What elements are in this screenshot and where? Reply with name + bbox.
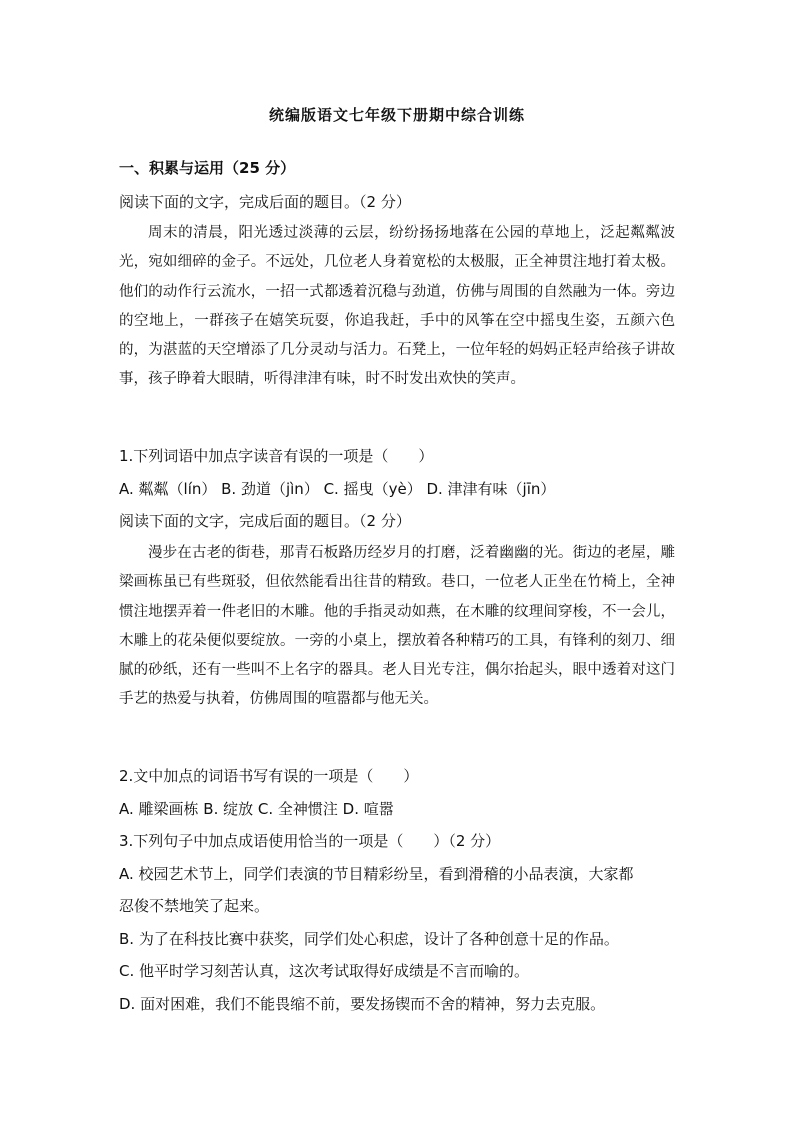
- question-3-option-a-cont: 忍俊不禁地笑了起来。: [119, 897, 270, 915]
- question-3-option-b: B. 为了在科技比赛中获奖，同学们处心积虑，设计了各种创意十足的作品。: [119, 930, 619, 948]
- passage2-intro: 阅读下面的文字，完成后面的题目。（2 分）: [119, 512, 411, 530]
- question-3-option-c: C. 他平时学习刻苦认真，这次考试取得好成绩是不言而喻的。: [119, 962, 530, 980]
- question-1-options: A. 粼粼（lín） B. 劲道（jìn） C. 摇曳（yè） D. 津津有味（jīn）: [119, 480, 556, 498]
- passage2-text: 漫步在古老的街巷，那青石板路历经岁月的打磨，泛着幽幽的光。街边的老屋，雕梁画栋虽已有些斑驳，但依然能看出往昔的精致。巷口，一位老人正坐在竹椅上，全神惯注地摆弄着一件老旧的木雕。他的手指灵动如燕，在木雕的纹理间穿梭，不一会儿，木雕上的花朵便似要绽放。一旁的小桌上，摆放着各种精巧的工具，有锋利的刻刀、细腻的砂纸，还有一些叫不上名字的器具。老人目光专注，偶尔抬起头，眼中透着对这门手艺的热爱与执着，仿佛周围的喧嚣都与他无关。: [119, 545, 675, 708]
- question-2-stem: 2.文中加点的词语书写有误的一项是（ ）: [119, 767, 419, 785]
- question-2-options: A. 雕梁画栋 B. 绽放 C. 全神惯注 D. 喧嚣: [119, 800, 394, 818]
- page-title: 统编版语文七年级下册期中综合训练: [268, 106, 525, 124]
- question-3-option-d: D. 面对困难，我们不能畏缩不前，要发扬锲而不舍的精神，努力去克服。: [119, 995, 606, 1013]
- passage1-intro: 阅读下面的文字，完成后面的题目。（2 分）: [119, 193, 411, 211]
- section-heading: 一、积累与运用（25 分）: [119, 159, 296, 177]
- passage1-text: 周末的清晨，阳光透过淡薄的云层，纷纷扬扬地落在公园的草地上，泛起粼粼波光，宛如细碎的金子。不远处，几位老人身着宽松的太极服，正全神贯注地打着太极。他们的动作行云流水，一招一式都透着沉稳与劲道，仿佛与周围的自然融为一体。旁边的空地上，一群孩子在嬉笑玩耍，你追我赶，手中的风筝在空中摇曳生姿，五颜六色的，为湛蓝的天空增添了几分灵动与活力。石凳上，一位年轻的妈妈正轻声给孩子讲故事，孩子睁着大眼睛，听得津津有味，时不时发出欢快的笑声。: [119, 225, 675, 388]
- question-1-stem: 1.下列词语中加点字读音有误的一项是（ ）: [119, 447, 434, 465]
- question-3-stem: 3.下列句子中加点成语使用恰当的一项是（ ）（2 分）: [119, 832, 501, 850]
- question-3-option-a: A. 校园艺术节上，同学们表演的节目精彩纷呈，看到滑稽的小品表演，大家都: [119, 865, 634, 883]
